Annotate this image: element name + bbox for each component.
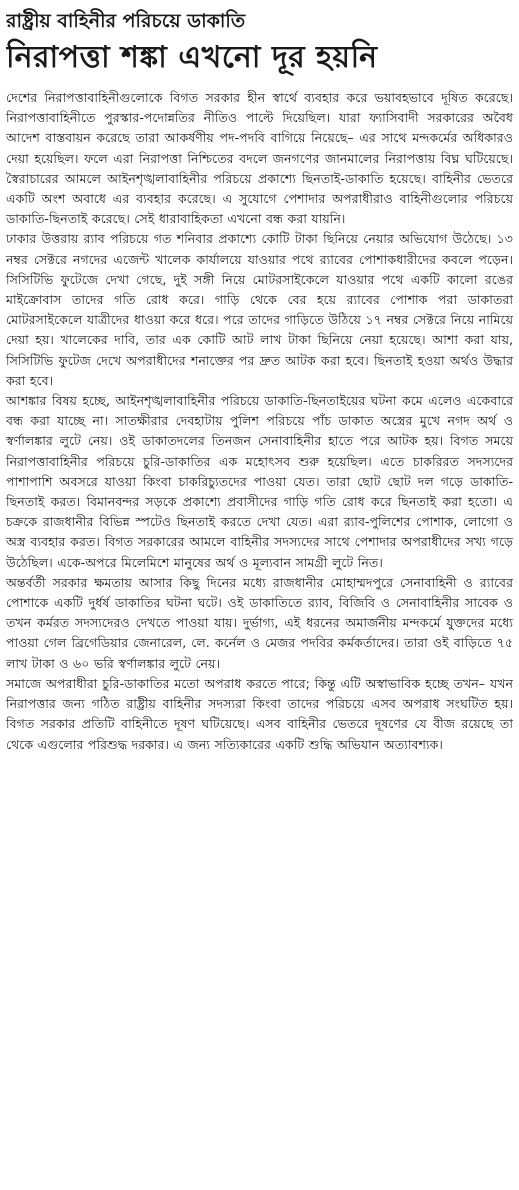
article-paragraph: আশঙ্কার বিষয় হচ্ছে, আইনশৃঙ্খলাবাহিনীর পরিচয়ে ডাকাতি-ছিনতাইয়ের ঘটনা কমে এলেও একেবারে বন্ধ করা যাচ্ছে না। সাতক্ষীরার দেবহাটায় পুলিশ পরিচয়ে পাঁচ ডাকাত অস্ত্রের মুখে নগদ অর্থ ও স্বর্ণালঙ্কার লুটে নেয়। ওই ডাকাতদলের তিনজন সেনাবাহিনীর হাতে পরে আটক হয়। বিগত সময়ে নিরাপত্তাবাহিনীর পরিচয়ে চুরি-ডাকাতির এক মহোৎসব শুরু হয়েছিল। এতে চাকরিরত সদস্যদের পাশাপাশি অবসরে যাওয়া কিংবা চাকরিচ্যুতদের পাওয়া যেত। তারা ছোট ছোট দল গড়ে ডাকাতি-ছিনতাই করত। বিমানবন্দর সড়কে প্রকাশ্যে প্রবাসীদের গাড়ি গতি রোধ করে ছিনতাই করা হতো। এ চক্রকে রাজধানীর বিভিন্ন স্পটেও ছিনতাই করতে দেখা যেত। এরা র‌্যাব-পুলিশের পোশাক, লোগো ও অস্ত্র ব্যবহার করত। বিগত সরকারের আমলে বাহিনীর সদস্যদের সাথে পেশাদার অপরাধীদের সখ্য গড়ে উঠেছিল। একে-অপরে মিলেমিশে মানুষের অর্থ ও মূল্যবান সামগ্রী লুটে নিত।: [6, 393, 513, 570]
article-kicker: রাষ্ট্রীয় বাহিনীর পরিচয়ে ডাকাতি: [6, 10, 246, 32]
article-body: [6, 88, 513, 755]
article-paragraph: অন্তর্বর্তী সরকার ক্ষমতায় আসার কিছু দিনের মধ্যে রাজধানীর মোহাম্মদপুরে সেনাবাহিনী ও র‌্যাবের পোশাকে একটি দুর্ধর্ষ ডাকাতির ঘটনা ঘটে। ওই ডাকাতিতে র‌্যাব, বিজিবি ও সেনাবাহিনীর সাবেক ও তখন কর্মরত সদস্যদেরও দেখতে পাওয়া যায়। দুর্ভাগ্য, এই ধরনের অমার্জনীয় মন্দকর্মে যুক্তদের মধ্যে পাওয়া গেল ব্রিগেডিয়ার জেনারেল, লে. কর্নেল ও মেজর পদবির কর্মকর্তাদের। তারা ওই বাড়িতে ৭৫ লাখ টাকা ও ৬০ ভরি স্বর্ণালঙ্কার লুটে নেয়।: [6, 574, 513, 671]
article-paragraph: সমাজে অপরাধীরা চুরি-ডাকাতির মতো অপরাধ করতে পারে; কিন্তু এটি অস্বাভাবিক হচ্ছে তখন– যখন নিরাপত্তার জন্য গঠিত রাষ্ট্রীয় বাহিনীর সদস্যরা কিংবা তাদের পরিচয়ে এসব অপরাধ সংঘটিত হয়। বিগত সরকার প্রতিটি বাহিনীতে দূষণ ঘটিয়েছে। এসব বাহিনীর ভেতরে দূষণের যে বীজ রয়েছে তা থেকে এগুলোর পরিশুদ্ধ দরকার। এ জন্য সত্যিকারের একটি শুদ্ধি অভিযান অত্যাবশ্যক।: [6, 675, 513, 752]
newspaper-clipping: [0, 8, 519, 1190]
article-paragraph: দেশের নিরাপত্তাবাহিনীগুলোকে বিগত সরকার হীন স্বার্থে ব্যবহার করে ভয়াবহভাবে দূষিত করেছে। নিরাপত্তাবাহিনীতে পুরস্কার-পদোন্নতির নীতিও পাল্টে দিয়েছিল। যারা ফ্যাসিবাদী সরকারের অবৈধ আদেশ বাস্তবায়ন করেছে তারা আকর্ষণীয় পদ-পদবি বাগিয়ে নিয়েছে– এর সাথে মন্দকর্মের অধিকারও দেয়া হয়েছিল। ফলে এরা নিরাপত্তা নিশ্চিতের বদলে জনগণের জানমালের নিরাপত্তায় বিঘ্ন ঘটিয়েছে। স্বৈরাচারের আমলে আইনশৃঙ্খলাবাহিনীর পরিচয়ে প্রকাশ্যে ছিনতাই-ডাকাতি হয়েছে। বাহিনীর ভেতরে একটি অংশ অবাধে এর ব্যবহার করেছে। এ সুযোগে পেশাদার অপরাধীরাও বাহিনীগুলোর পরিচয়ে ডাকাতি-ছিনতাই করেছে। সেই ধারাবাহিকতা এখনো বন্ধ করা যায়নি।: [6, 90, 513, 227]
article-paragraph: ঢাকার উত্তরায় র‌্যাব পরিচয়ে গত শনিবার প্রকাশ্যে কোটি টাকা ছিনিয়ে নেয়ার অভিযোগ উঠেছে। ১৩ নম্বর সেক্টরে নগদের এজেন্ট খালেক কার্যালয়ে যাওয়ার পথে র‌্যাবের পোশাকধারীদের কবলে পড়েন। সিসিটিভি ফুটেজে দেখা গেছে, দুই সঙ্গী নিয়ে মোটরসাইকেলে যাওয়ার পথে একটি কালো রঙের মাইক্রোবাস তাদের গতি রোধ করে। গাড়ি থেকে বের হয়ে র‌্যাবের পোশাক পরা ডাকাতরা মোটরসাইকেলে যাত্রীদের ধাওয়া করে ধরে। পরে তাদের গাড়িতে উঠিয়ে ১৭ নম্বর সেক্টরে নিয়ে নামিয়ে দেয়া হয়। খালেকের দাবি, তার এক কোটি আট লাখ টাকা ছিনিয়ে নেয়া হয়েছে। আশা করা যায়, সিসিটিভি ফুটেজ দেখে অপরাধীদের শনাক্তের পর দ্রুত আটক করা হবে। ছিনতাই হওয়া অর্থও উদ্ধার করা হবে।: [6, 231, 513, 388]
article-headline: নিরাপত্তা শঙ্কা এখনো দূর হয়নি: [6, 40, 378, 75]
